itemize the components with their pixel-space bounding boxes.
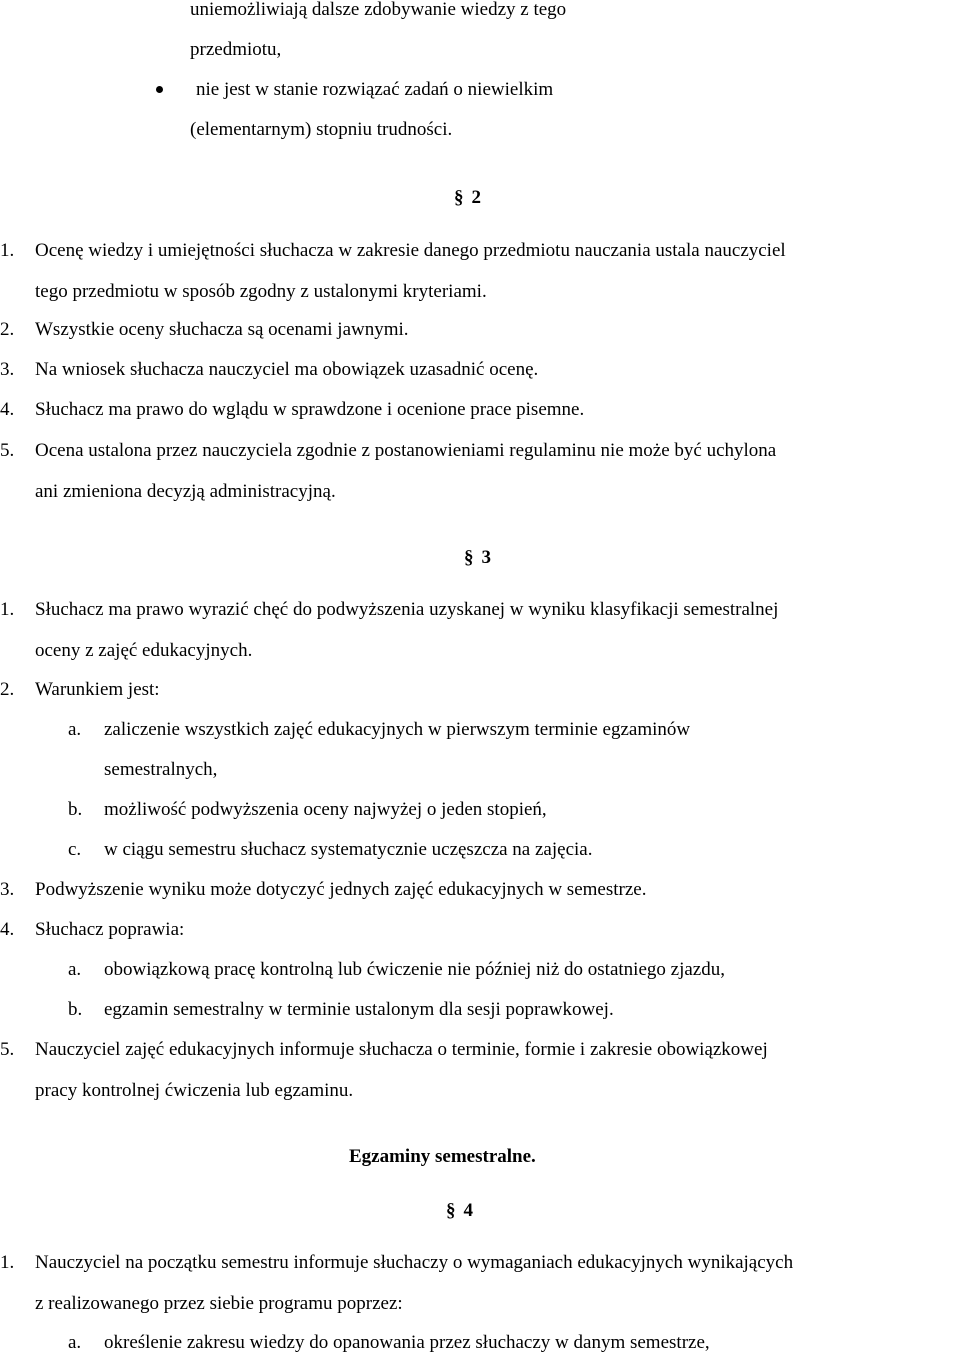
list-item-text: Słuchacz ma prawo do wglądu w sprawdzone i ocenione prace pisemne. <box>35 399 585 420</box>
bullet-icon <box>156 86 163 93</box>
list-item-text: Słuchacz ma prawo wyrazić chęć do podwyższenia uzyskanej w wyniku klasyfikacji semestralnej <box>35 599 779 620</box>
intro-line-1: uniemożliwiają dalsze zdobywanie wiedzy z tego <box>190 0 567 20</box>
list-item-text: Ocena ustalona przez nauczyciela zgodnie z postanowieniami regulaminu nie może być uchylona <box>35 440 777 461</box>
section-3-heading <box>464 546 491 570</box>
sub-item-text: egzamin semestralny w terminie ustalonym dla sesji poprawkowej. <box>104 999 614 1020</box>
list-number: 4. <box>0 919 15 940</box>
list-number: 1. <box>0 599 15 620</box>
section-2-heading <box>454 186 481 210</box>
sub-item-text: możliwość podwyższenia oceny najwyżej o jeden stopień, <box>104 799 547 820</box>
sub-letter: c. <box>68 839 82 860</box>
sub-letter: b. <box>68 999 83 1020</box>
section-sign: § <box>446 1200 456 1221</box>
list-number: 1. <box>0 1252 15 1273</box>
list-item-text: Ocenę wiedzy i umiejętności słuchacza w zakresie danego przedmiotu nauczania ustala nauczyciel <box>35 240 786 261</box>
sub-letter: b. <box>68 799 83 820</box>
list-item-text: oceny z zajęć edukacyjnych. <box>35 640 253 661</box>
intro-line-2: przedmiotu, <box>190 39 282 60</box>
section-heading: Egzaminy semestralne. <box>349 1146 536 1167</box>
list-item-text: Wszystkie oceny słuchacza są ocenami jawnymi. <box>35 319 409 340</box>
list-item-text: z realizowanego przez siebie programu poprzez: <box>35 1293 403 1314</box>
sub-letter: a. <box>68 959 82 980</box>
sub-item-text: zaliczenie wszystkich zajęć edukacyjnych w pierwszym terminie egzaminów <box>104 719 691 740</box>
list-number: 2. <box>0 679 15 700</box>
list-item-text: pracy kontrolnej ćwiczenia lub egzaminu. <box>35 1080 354 1101</box>
bullet-line-1: nie jest w stanie rozwiązać zadań o niewielkim <box>196 79 554 100</box>
list-number: 5. <box>0 440 15 461</box>
list-number: 4. <box>0 399 15 420</box>
list-item-text: Nauczyciel zajęć edukacyjnych informuje słuchacza o terminie, formie i zakresie obowiązkowej <box>35 1039 768 1060</box>
list-number: 5. <box>0 1039 15 1060</box>
section-number: 2 <box>471 187 481 208</box>
bullet-line-2: (elementarnym) stopniu trudności. <box>190 119 453 140</box>
list-item-text: Nauczyciel na początku semestru informuje słuchaczy o wymaganiach edukacyjnych wynikających <box>35 1252 794 1273</box>
list-number: 1. <box>0 240 15 261</box>
sub-letter: a. <box>68 1332 82 1353</box>
section-number: 3 <box>481 547 491 568</box>
section-number: 4 <box>463 1200 473 1221</box>
sub-item-text: określenie zakresu wiedzy do opanowania przez słuchaczy w danym semestrze, <box>104 1332 710 1353</box>
list-item-text: ani zmieniona decyzją administracyjną. <box>35 481 336 502</box>
list-item-text: tego przedmiotu w sposób zgodny z ustalonymi kryteriami. <box>35 281 487 302</box>
sub-item-text: semestralnych, <box>104 759 218 780</box>
section-sign: § <box>454 187 464 208</box>
list-item-text: Podwyższenie wyniku może dotyczyć jednych zajęć edukacyjnych w semestrze. <box>35 879 647 900</box>
sub-item-text: w ciągu semestru słuchacz systematycznie uczęszcza na zajęcia. <box>104 839 593 860</box>
list-number: 3. <box>0 359 15 380</box>
sub-letter: a. <box>68 719 82 740</box>
section-sign: § <box>464 547 474 568</box>
sub-item-text: obowiązkową pracę kontrolną lub ćwiczenie nie później niż do ostatniego zjazdu, <box>104 959 725 980</box>
list-number: 2. <box>0 319 15 340</box>
list-item-text: Na wniosek słuchacza nauczyciel ma obowiązek uzasadnić ocenę. <box>35 359 539 380</box>
list-item-text: Słuchacz poprawia: <box>35 919 185 940</box>
list-item-text: Warunkiem jest: <box>35 679 160 700</box>
section-4-heading <box>446 1199 473 1223</box>
list-number: 3. <box>0 879 15 900</box>
